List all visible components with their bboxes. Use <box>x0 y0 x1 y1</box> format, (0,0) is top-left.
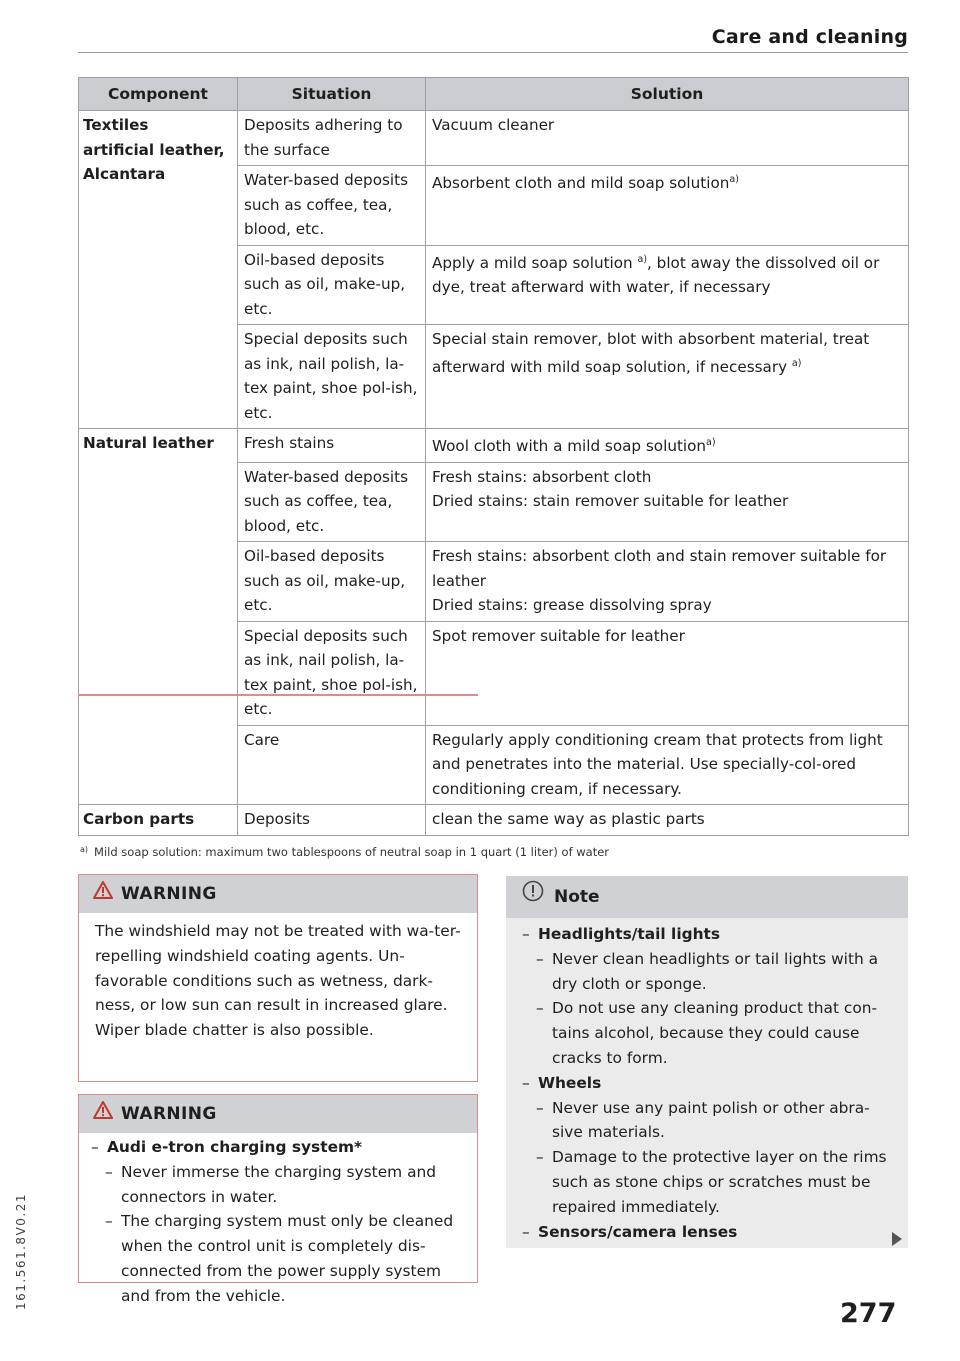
note-body <box>506 918 908 1244</box>
footnote-ref: a) <box>706 437 716 448</box>
situation-cell: Fresh stains <box>238 429 426 463</box>
col-header-solution: Solution <box>426 78 909 111</box>
list-item: – Never immerse the charging system and connectors in water. <box>91 1160 463 1210</box>
list-heading: Headlights/tail lights <box>538 925 721 943</box>
list-item <box>522 1220 898 1245</box>
situation-cell: Water-based deposits such as coffee, tea, blood, etc. <box>238 462 426 542</box>
footnote-ref: a) <box>637 253 648 265</box>
warning-triangle-icon <box>93 875 113 913</box>
warning-title-bar <box>79 1095 477 1133</box>
solution-text: clean the same way as plastic parts <box>432 810 705 828</box>
list-item: – Never use any paint polish or other abra-sive materials. <box>522 1096 898 1146</box>
warning-body <box>79 1133 477 1315</box>
warning-title: WARNING <box>121 884 217 904</box>
warning-title: WARNING <box>121 1104 217 1124</box>
footnote-ref: a) <box>791 357 802 369</box>
solution-cell <box>426 325 909 429</box>
situation-cell: Oil-based deposits such as oil, make-up, etc. <box>238 542 426 622</box>
situation-cell: Deposits adhering to the surface <box>238 111 426 166</box>
section-title: Care and cleaning <box>711 26 908 48</box>
list-item <box>522 922 898 947</box>
page-number: 277 <box>840 1298 897 1329</box>
solution-text: Fresh stains: absorbent cloth and stain remover suitable for leather <box>432 547 887 590</box>
solution-text: Regularly apply conditioning cream that protects from light and penetrates into the material. Use specially-col-ored conditioning cream, if necessary. <box>432 730 883 798</box>
solution-text: Dried stains: stain remover suitable for leather <box>432 492 789 510</box>
list-item <box>522 1071 898 1096</box>
solution-text: Wool cloth with a mild soap solution <box>432 437 707 455</box>
list-item: – Never clean headlights or tail lights with a dry cloth or sponge. <box>522 947 898 997</box>
note-box <box>506 876 908 1248</box>
list-heading: Audi e-tron charging system* <box>107 1138 363 1156</box>
list-item: – Do not use any cleaning product that con-tains alcohol, because they could cause cracks to form. <box>522 996 898 1070</box>
warning-box-ev <box>78 1094 478 1305</box>
situation-cell: Deposits <box>238 805 426 836</box>
table-row <box>79 111 909 166</box>
solution-text: Special stain remover, blot with absorbent material, treat afterward with mild soap solution, if necessary <box>432 330 870 376</box>
solution-text: Absorbent cloth and mild soap solution <box>432 174 730 192</box>
info-circle-icon <box>522 876 544 918</box>
component-label: Carbon parts <box>83 810 195 828</box>
solution-cell <box>426 245 909 325</box>
solution-cell <box>426 166 909 246</box>
list-heading: Wheels <box>538 1073 602 1092</box>
page-header <box>78 26 908 53</box>
solution-cell <box>426 805 909 836</box>
warning-box-charging-system <box>78 694 478 696</box>
situation-cell: Oil-based deposits such as oil, make-up, etc. <box>238 245 426 325</box>
list-item <box>91 1135 463 1160</box>
list-item: – Damage to the protective layer on the rims such as stone chips or scratches must be repaired immediately. <box>522 1145 898 1219</box>
warning-box-windshield <box>78 874 478 1082</box>
solution-text: Dried stains: grease dissolving spray <box>432 596 712 614</box>
solution-text: Apply a mild soap solution <box>432 253 638 272</box>
list-heading: Sensors/camera lenses <box>538 1222 738 1241</box>
component-label: Alcantara <box>83 165 166 183</box>
component-cell <box>79 429 238 805</box>
note-title: Note <box>554 887 600 907</box>
situation-cell: Special deposits such as ink, nail polish, la-tex paint, shoe pol-ish, etc. <box>238 325 426 429</box>
solution-cell <box>426 111 909 166</box>
table-row <box>79 805 909 836</box>
solution-cell <box>426 429 909 463</box>
solution-text: Spot remover suitable for leather <box>432 626 685 645</box>
col-header-situation: Situation <box>238 78 426 111</box>
footnote-ref: a) <box>729 174 739 185</box>
continue-arrow-icon <box>892 1232 902 1246</box>
solution-text: Vacuum cleaner <box>432 116 555 134</box>
footnote <box>80 845 910 859</box>
component-label: artificial leather, <box>83 140 225 159</box>
solution-text: , blot away the dissolved oil or dye, treat afterward with water, if necessary <box>432 253 880 296</box>
table-header-row <box>79 78 909 111</box>
table-row <box>79 429 909 463</box>
warning-triangle-icon <box>93 1095 113 1133</box>
solution-text: Fresh stains: absorbent cloth <box>432 467 652 486</box>
solution-cell <box>426 542 909 622</box>
component-cell <box>79 805 238 836</box>
note-title-bar <box>506 876 908 918</box>
footnote-text: Mild soap solution: maximum two tablespoons of neutral soap in 1 quart (1 liter) of water <box>94 845 610 859</box>
footnote-marker: a) <box>80 845 89 854</box>
component-cell <box>79 111 238 429</box>
situation-cell: Care <box>238 725 426 805</box>
cleaning-table <box>78 77 909 836</box>
component-label: Textiles <box>83 116 149 134</box>
solution-cell <box>426 725 909 805</box>
list-item: – The charging system must only be cleaned when the control unit is completely dis-connected from the power supply system and from the vehicle. <box>91 1209 463 1308</box>
situation-cell: Special deposits such as ink, nail polish, la-tex paint, shoe pol-ish, etc. <box>238 621 426 725</box>
warning-title-bar <box>79 875 477 913</box>
col-header-component: Component <box>79 78 238 111</box>
warning-body: The windshield may not be treated with wa-ter-repelling windshield coating agents. Un-favorable conditions such as wetness, dark-ness, or low sun can result in increased glare. Wiper blade chatter is also possible. <box>95 922 461 1040</box>
solution-cell <box>426 621 909 725</box>
solution-cell <box>426 462 909 542</box>
component-label: Natural leather <box>83 434 214 452</box>
situation-cell: Water-based deposits such as coffee, tea, blood, etc. <box>238 166 426 246</box>
document-code: 161.561.8V0.21 <box>14 1193 28 1310</box>
